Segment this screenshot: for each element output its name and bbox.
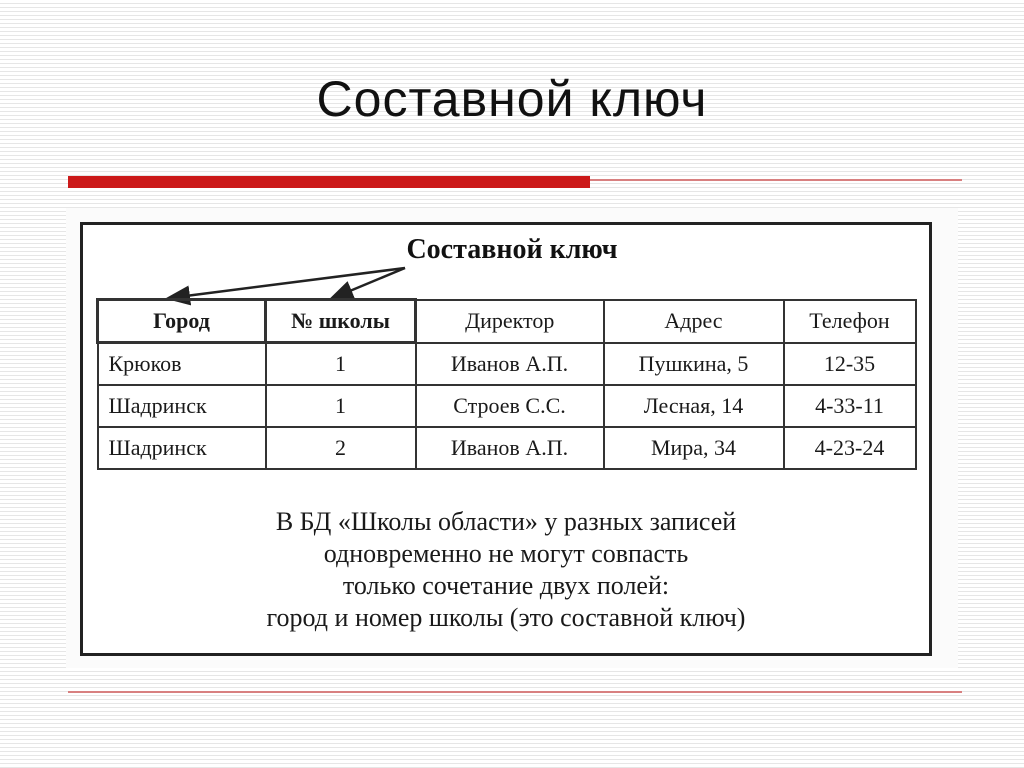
table-row xyxy=(98,343,916,386)
cell-director: Иванов А.П. xyxy=(416,343,604,386)
header-phone: Телефон xyxy=(784,300,916,343)
caption-line: одновременно не могут совпасть xyxy=(323,539,689,568)
table-header-row xyxy=(98,300,916,343)
figure-heading: Составной ключ xyxy=(406,234,618,265)
slide-title: Составной ключ xyxy=(316,71,708,127)
table-row xyxy=(98,427,916,469)
cell-phone: 4-33-11 xyxy=(784,385,916,427)
caption-line: В БД «Школы области» у разных записей xyxy=(275,507,737,536)
cell-city: Шадринск xyxy=(98,427,266,469)
cell-director: Строев С.С. xyxy=(416,385,604,427)
header-school-number: № школы xyxy=(266,300,416,343)
caption-line: только сочетание двух полей: xyxy=(342,571,670,600)
cell-city: Шадринск xyxy=(98,385,266,427)
divider-line-top xyxy=(590,179,962,181)
caption-line: город и номер школы (это составной ключ) xyxy=(266,603,746,632)
schools-table xyxy=(96,298,917,470)
cell-address: Пушкина, 5 xyxy=(604,343,784,386)
cell-phone: 12-35 xyxy=(784,343,916,386)
header-city: Город xyxy=(98,300,266,343)
cell-address: Мира, 34 xyxy=(604,427,784,469)
cell-director: Иванов А.П. xyxy=(416,427,604,469)
divider-line-bottom xyxy=(68,691,962,693)
header-director: Директор xyxy=(416,300,604,343)
figure-caption xyxy=(80,506,932,634)
cell-school-number: 1 xyxy=(266,343,416,386)
cell-address: Лесная, 14 xyxy=(604,385,784,427)
cell-phone: 4-23-24 xyxy=(784,427,916,469)
cell-school-number: 2 xyxy=(266,427,416,469)
header-address: Адрес xyxy=(604,300,784,343)
cell-city: Крюков xyxy=(98,343,266,386)
accent-rule xyxy=(68,176,590,188)
cell-school-number: 1 xyxy=(266,385,416,427)
table-row xyxy=(98,385,916,427)
